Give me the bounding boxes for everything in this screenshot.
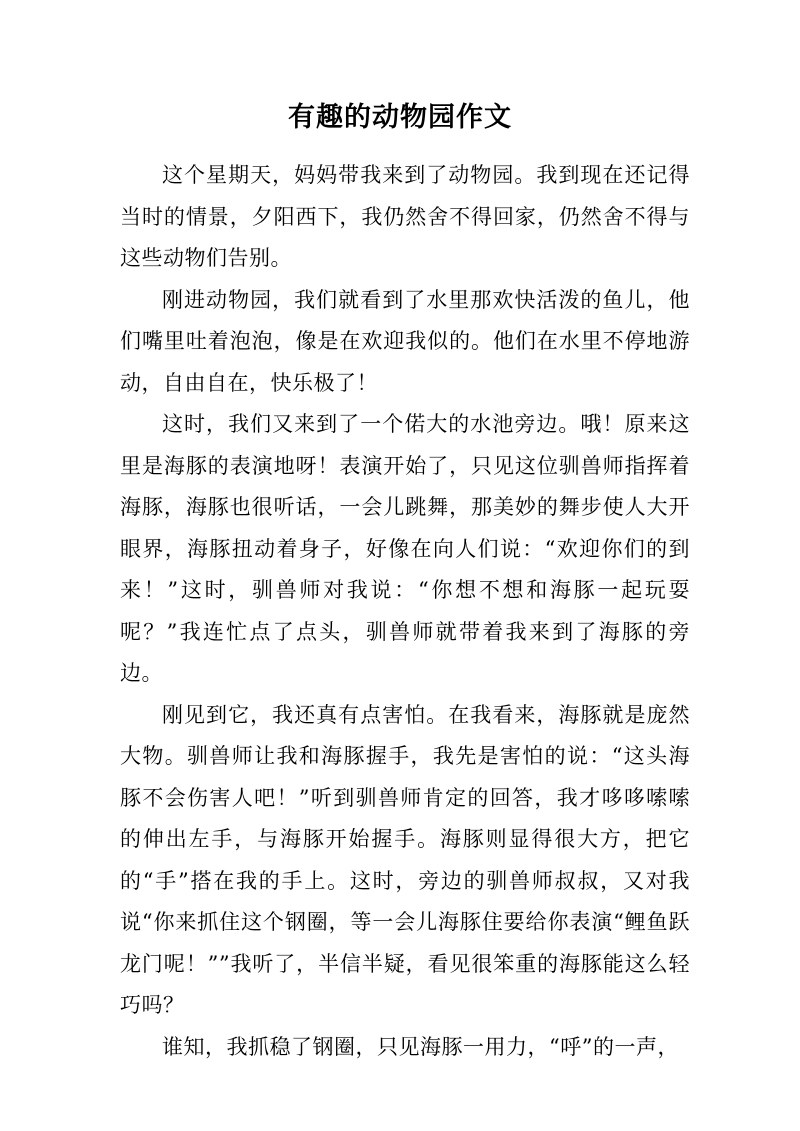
document-body	[120, 155, 690, 1068]
document-title: 有趣的动物园作文	[288, 102, 512, 133]
paragraph-3: 这时，我们又来到了一个偌大的水池旁边。哦！原来这里是海豚的表演地呀！表演开始了，只见这位驯兽师指挥着海豚，海豚也很听话，一会儿跳舞，那美妙的舞步使人大开眼界，海豚扭动着身子，好像在向人们说：“欢迎你们的到来！”这时，驯兽师对我说：“你想不想和海豚一起玩耍呢？”我连忙点了点头，驯兽师就带着我来到了海豚的旁边。	[120, 412, 690, 685]
paragraph-4: 刚见到它，我还真有点害怕。在我看来，海豚就是庞然大物。驯兽师让我和海豚握手，我先是害怕的说：“这头海豚不会伤害人吧！”听到驯兽师肯定的回答，我才哆哆嗦嗦的伸出左手，与海豚开始握手。海豚则显得很大方，把它的“手”搭在我的手上。这时，旁边的驯兽师叔叔，又对我说“你来抓住这个钢圈，等一会儿海豚住要给你表演“鲤鱼跃龙门呢！””我听了，半信半疑，看见很笨重的海豚能这么轻巧吗？	[120, 702, 690, 1017]
paragraph-5: 谁知，我抓稳了钢圈，只见海豚一用力，“呼”的一声，	[162, 1034, 679, 1059]
paragraph-2: 刚进动物园，我们就看到了水里那欢快活泼的鱼儿，他们嘴里吐着泡泡，像是在欢迎我似的。他们在水里不停地游动，自由自在，快乐极了！	[120, 287, 690, 395]
paragraph-1: 这个星期天，妈妈带我来到了动物园。我到现在还记得当时的情景，夕阳西下，我仍然舍不得回家，仍然舍不得与这些动物们告别。	[120, 163, 690, 270]
